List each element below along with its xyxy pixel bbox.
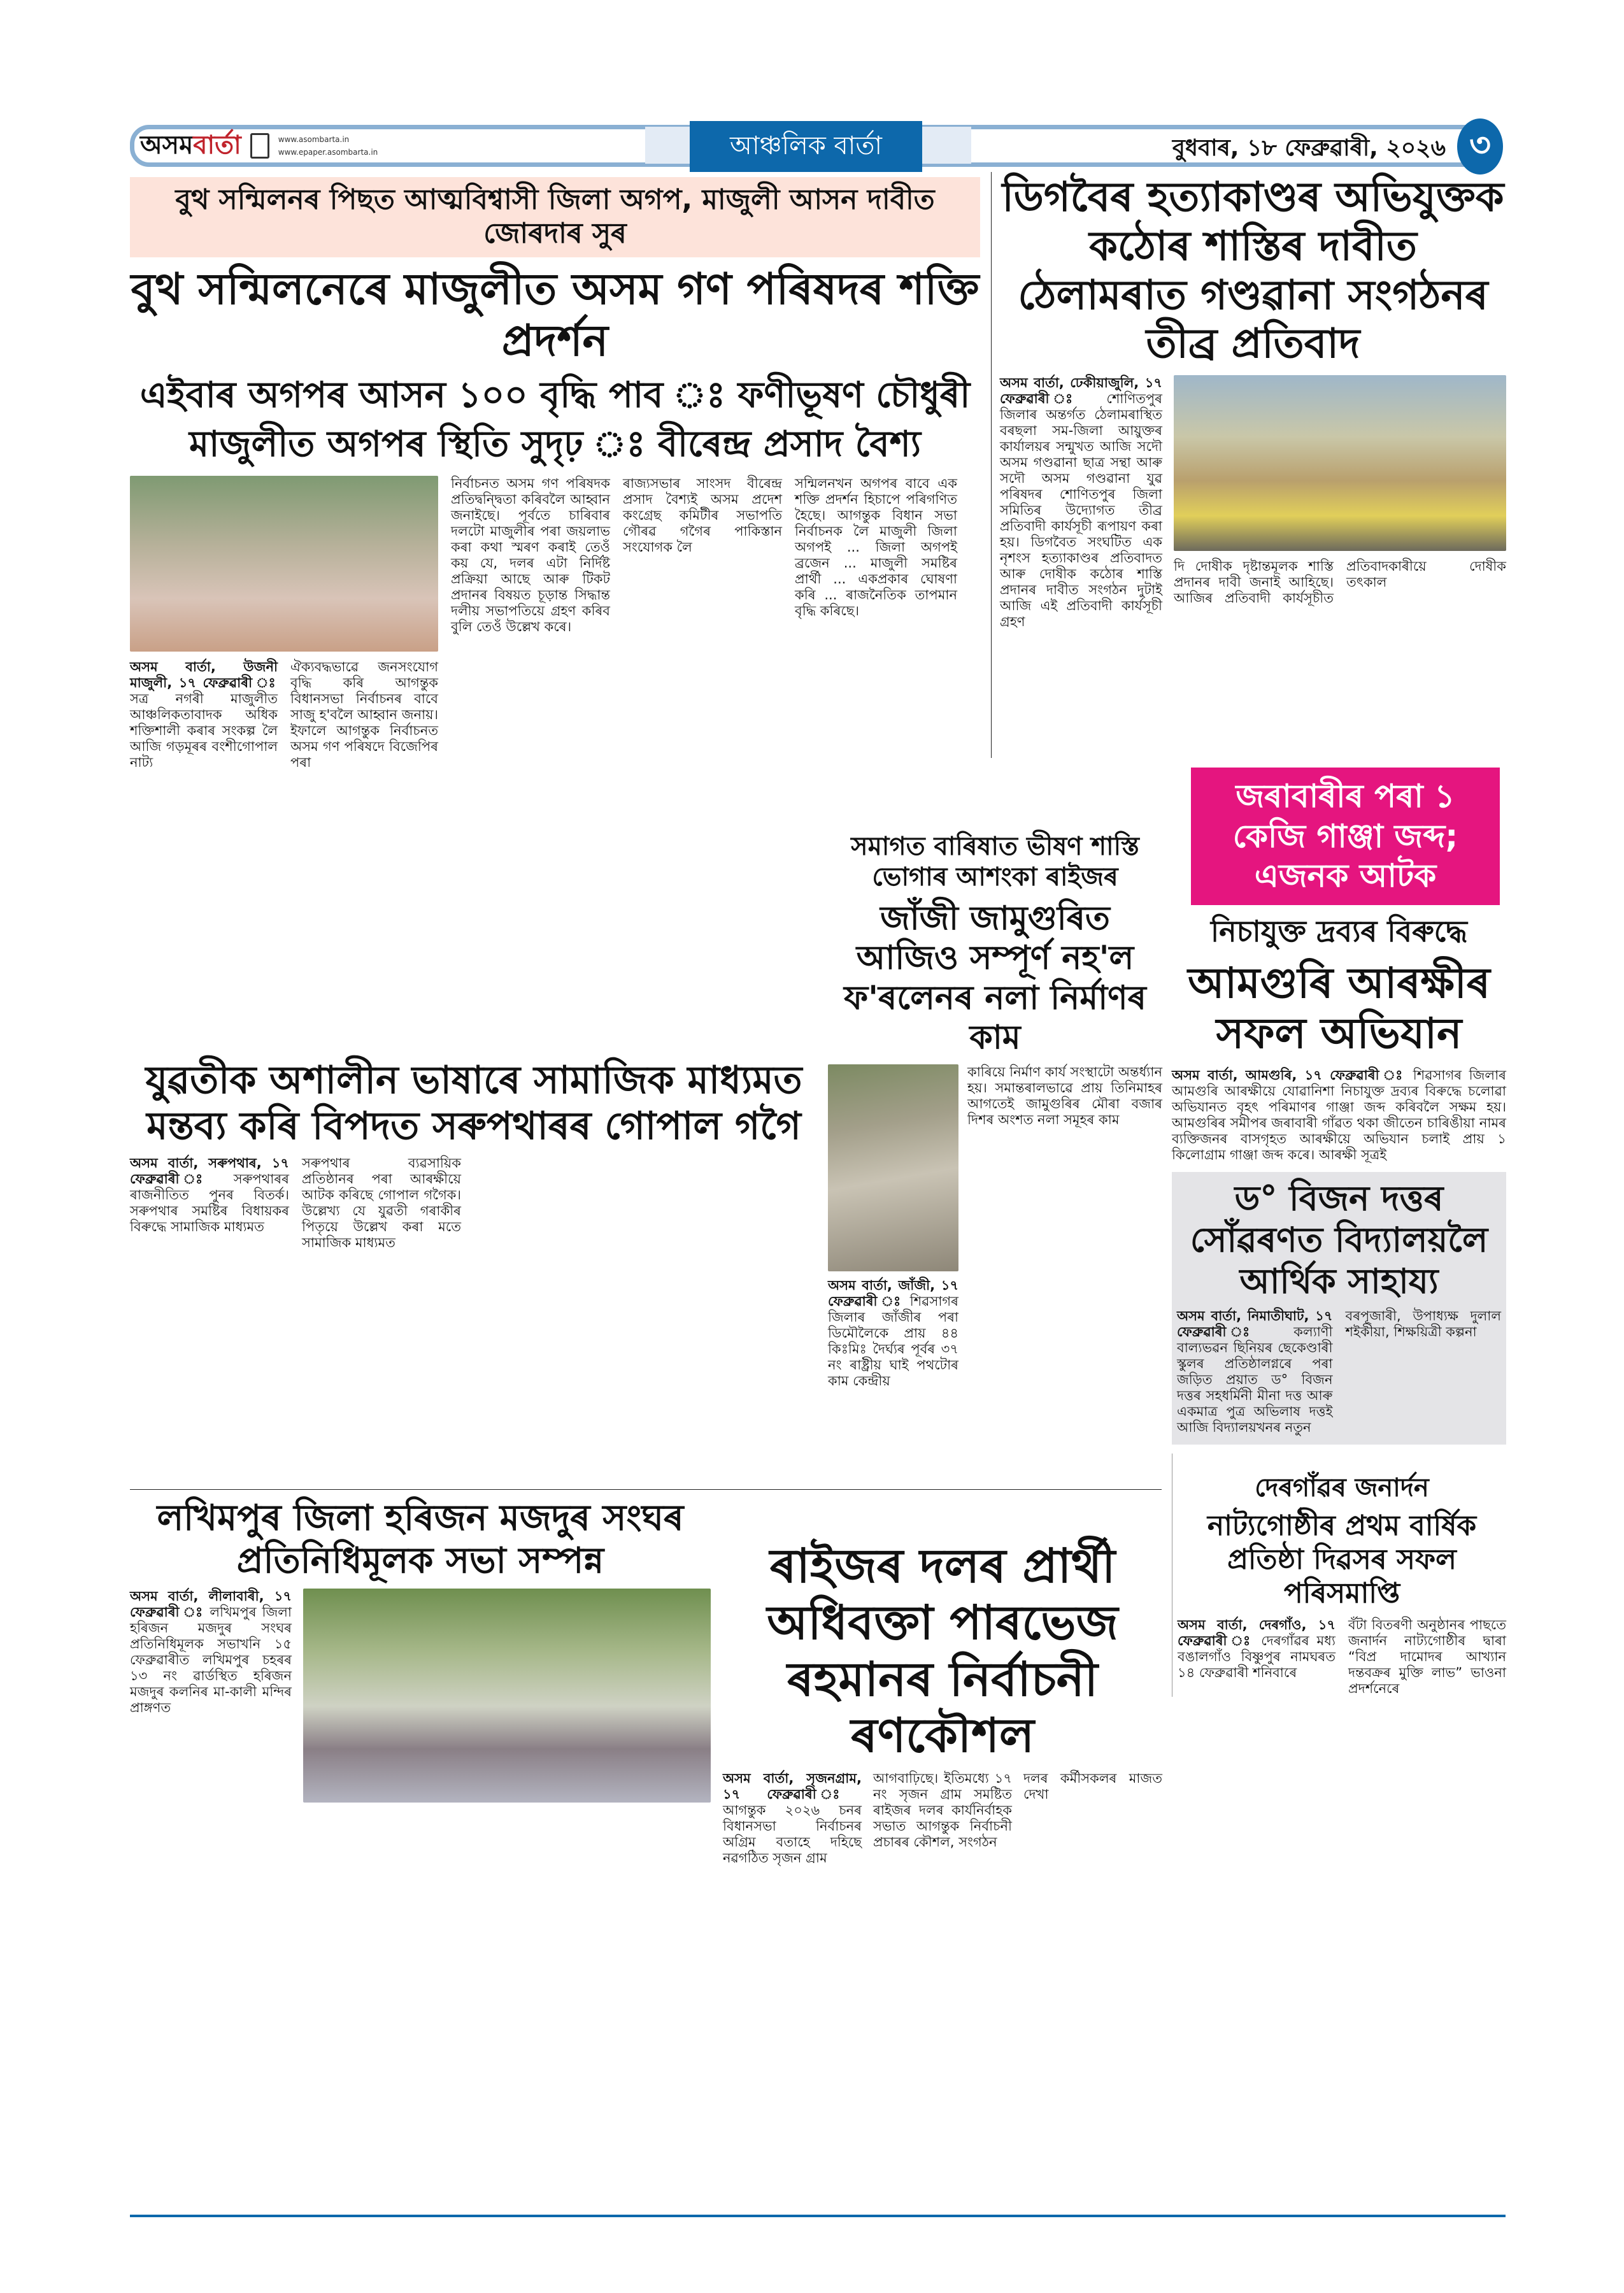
body-text: আগন্তুক ২০২৬ চনৰ বিধানসভা নিৰ্বাচনৰ অগ্ৰিম বতাহে দহিছে নৱগঠিত সৃজন গ্ৰাম xyxy=(723,1803,862,1866)
body-text: শোণিতপুৰ জিলাৰ অন্তৰ্গত ঠেলামৰাস্থিত বৰছলা সম-জিলা আয়ুক্তৰ কাৰ্যালয়ৰ সন্মুখত আজি সদৌ অসম গণ্ডৱানা ছাত্ৰ সন্থা আৰু সদৌ অসম গণ্ডৱানা যুৱ পৰিষদৰ শোণিতপুৰ জিলা সমিতিৰ উদ্যোগত তীব্ৰ প্ৰতিবাদী কাৰ্যসূচী ৰূপায়ণ কৰা হয়। ডিগবৈত সংঘটিত এক নৃশংস হত্যাকাণ্ডৰ প্ৰতিবাদত আৰু দোষীক কঠোৰ শাস্তি প্ৰদানৰ দাবীত সংগঠন দুটাই আজি এই প্ৰতিবাদী কাৰ্যসূচী গ্ৰহণ xyxy=(1000,391,1162,630)
digboi-story-cont: দি দোষীক দৃষ্টান্তমূলক শাস্তি প্ৰদানৰ দাবী জনাই আহিছে। আজিৰ প্ৰতিবাদী কাৰ্যসূচীত প্ৰতিবাদকাৰীয়ে দোষীক তৎকাল xyxy=(1174,559,1506,606)
body-text: কল্যাণী বাল্যভৱন ছিনিয়ৰ ছেকেণ্ডাৰী স্কুলৰ প্ৰতিষ্ঠালগ্নৰে পৰা জড়িত প্ৰয়াত ড° বিজন দত্তৰ সহধৰ্মিনী মীনা দত্ত আৰু একমাত্ৰ পুত্ৰ অভিলাষ দত্তই আজি বিদ্যালয়খনৰ নতুন xyxy=(1177,1324,1333,1436)
masthead xyxy=(140,127,378,164)
debergaon-kicker: দেৰগাঁৱৰ জনাৰ্দন xyxy=(1255,1473,1429,1503)
website-url[interactable]: www.asombarta.in xyxy=(278,135,350,144)
main-story-headline: বুথ সন্মিলনেৰে মাজুলীত অসম গণ পৰিষদৰ শক্তি প্ৰদৰ্শন xyxy=(131,264,979,367)
main-story-lead xyxy=(130,659,278,771)
masthead-logo xyxy=(140,125,241,168)
page-number: ৩ xyxy=(1457,118,1503,175)
bijon-headline: ড° বিজন দত্তৰ সোঁৱৰণত বিদ্যালয়লৈ আৰ্থিক সাহায্য xyxy=(1190,1178,1488,1301)
dateline: অসম বাৰ্তা, ঢেকীয়াজুলি, ১৭ ফেব্ৰুৱাৰী ঃ xyxy=(1000,375,1162,407)
digboi-story-body xyxy=(1000,375,1162,630)
gopal-body xyxy=(130,1155,289,1251)
amguri-body xyxy=(1172,1068,1506,1163)
main-story-kicker: বুথ সন্মিলনৰ পিছত আত্মবিশ্বাসী জিলা অগপ, মাজুলী আসন দাবীত জোৰদাৰ সুৰ xyxy=(130,177,980,257)
raijor-headline: ৰাইজৰ দলৰ প্ৰাৰ্থী অধিবক্তা পাৰভেজ ৰহমানৰ নিৰ্বাচনী ৰণকৌশল xyxy=(767,1539,1118,1764)
gopal-body-col2: সৰুপথাৰ ব্যৱসায়িক প্ৰতিষ্ঠানৰ পৰা আৰক্ষীয়ে আটক কৰিছে গোপাল গগৈক। উল্লেখ্য যে যুৱতী গৰাকীৰ পিতৃয়ে উল্লেখ কৰা মতে সামাজিক মাধ্যমত xyxy=(302,1155,461,1250)
jamuguri-headline: জাঁজী জামুগুৰিত আজিও সম্পূৰ্ণ নহ'ল ফ'ৰলেনৰ নলা নিৰ্মাণৰ কাম xyxy=(844,899,1146,1057)
dateline: অসম বাৰ্তা, জাঁজী, ১৭ ফেব্ৰুৱাৰী ঃ xyxy=(828,1277,958,1309)
jamuguri-body-col2: কাৰিয়ে নিৰ্মাণ কাৰ্য সংস্থাটো অন্তৰ্ধ্যান হয়। সমান্তৰালভাৱে প্ৰায় তিনিমাহৰ আগতেই জামুগুৰিৰ মৌৰা বজাৰ দিশৰ অংশত নলা সমূহৰ কাম xyxy=(967,1064,1163,1127)
debergaon-body-col2: বঁটা বিতৰণী অনুষ্ঠানৰ পাছতে জনাৰ্দন নাট্যগোষ্ঠীৰ দ্বাৰা “বিপ্ৰ দামোদৰ আখ্যান দন্তবক্ৰৰ মুক্তি লাভ” ভাওনা প্ৰদৰ্শনেৰে xyxy=(1348,1617,1506,1696)
main-story xyxy=(130,177,980,771)
digboi-story-headline: ডিগবৈৰ হত্যাকাণ্ডৰ অভিযুক্তক কঠোৰ শাস্তিৰ দাবীত ঠেলামৰাত গণ্ডৱানা সংগঠনৰ তীব্ৰ প্ৰতিবাদ xyxy=(1002,174,1504,368)
issue-date: বুধবাৰ, ১৮ ফেব্ৰুৱাৰী, ২০২৬ xyxy=(1172,135,1446,161)
dateline: অসম বাৰ্তা, লীলাবাৰী, ১৭ ফেব্ৰুৱাৰী ঃ xyxy=(130,1589,292,1620)
bijon-body xyxy=(1177,1308,1333,1436)
protest-photo xyxy=(1174,375,1506,551)
row-divider xyxy=(130,1489,1162,1490)
main-story-col2: ঐক্যবদ্ধভাৱে জনসংযোগ বৃদ্ধি কৰি আগন্তুক বিধানসভা নিৰ্বাচনৰ বাবে সাজু হ'বলৈ আহ্বান জনায়। ইফালে আগন্তুক নিৰ্বাচনত অসম গণ পৰিষদে বিজেপিৰ পৰা xyxy=(290,659,438,771)
body-text: শিৱসাগৰ জিলাৰ আমগুৰি আৰক্ষীয়ে যোৱানিশা নিচাযুক্ত দ্ৰব্যৰ বিৰুদ্ধে চলোৱা অভিযানত বৃহৎ পৰিমাণৰ গাঞ্জা জব্দ কৰিবলৈ সক্ষম হয়। আমগুৰিৰ সমীপৰ জৰাবাৰী গাঁৱত থকা জীতেন চাৰিঙীয়া নামৰ ব্যক্তিজনৰ বাসগৃহত আৰক্ষীয়ে অভিযান চলাই প্ৰায় ১ কিলোগ্ৰাম গাঞ্জা জব্দ কৰে। আৰক্ষী সূত্ৰই xyxy=(1172,1068,1506,1163)
main-story-subhead-2: মাজুলীত অগপৰ স্থিতি সুদৃঢ় ঃ বীৰেন্দ্ৰ প্ৰসাদ বৈশ্য xyxy=(189,423,921,465)
device-icon xyxy=(250,133,269,159)
dateline: অসম বাৰ্তা, আমগুৰি, ১৭ ফেব্ৰুৱাৰী ঃ xyxy=(1172,1068,1406,1083)
lakhimpur-story xyxy=(130,1497,711,1803)
website-links xyxy=(278,133,378,159)
lakhimpur-body xyxy=(130,1589,292,1716)
main-story-col5: সন্মিলনখন অগপৰ বাবে এক শক্তি প্ৰদৰ্শন হিচাপে পৰিগণিত হৈছে। আগন্তুক বিধান সভা নিৰ্বাচনক লৈ মাজুলী জিলা অগপই ... জিলা অগপই ব্ৰজেন ... মাজুলী সমষ্টিৰ প্ৰাৰ্থী ... একপ্ৰকাৰ ঘোষণা কৰি ... ৰাজনৈতিক তাপমান বৃদ্ধি কৰিছে। xyxy=(795,476,957,619)
debergaon-headline: নাট্যগোষ্ঠীৰ প্ৰথম বাৰ্ষিক প্ৰতিষ্ঠা দিৱসৰ সফল পৰিসমাপ্তি xyxy=(1207,1510,1477,1610)
body-text: সৰুপথাৰৰ ৰাজনীতিত পুনৰ বিতৰ্ক। সৰুপথাৰ সমষ্টিৰ বিধায়কৰ বিৰুদ্ধে সামাজিক মাধ্যমত xyxy=(130,1171,289,1234)
drain-construction-photo xyxy=(828,1064,958,1271)
raijor-body-col2: আগবাঢ়িছে। ইতিমধ্যে ১৭ নং সৃজন গ্ৰাম সমষ্টিত ৰাইজৰ দলৰ কাৰ্যনিৰ্বাহক সভাত আগন্তুক নিৰ্বাচনী প্ৰচাৰৰ কৌশল, সংগঠন xyxy=(873,1771,1012,1850)
dateline: অসম বাৰ্তা, সৰুপথাৰ, ১৭ ফেব্ৰুৱাৰী ঃ xyxy=(130,1155,289,1187)
ganja-seizure-banner: জৰাবাৰীৰ পৰা ১ কেজি গাঞ্জা জব্দ; এজনক আটক xyxy=(1191,768,1500,905)
main-story-col3: নিৰ্বাচনত অসম গণ পৰিষদক প্ৰতিদ্বন্দ্বিতা কৰিবলৈ আহ্বান জনাইছে। পূৰ্বতে চাৰিবাৰ দলটো মাজুলীৰ পৰা জয়লাভ কৰা কথা স্মৰণ কৰাই তেওঁ কয় যে, দলৰ এটা নিৰ্দিষ্ট প্ৰক্ৰিয়া আছে আৰু টিকট প্ৰদানৰ বিষয়ত চূড়ান্ত সিদ্ধান্ত দলীয় সভাপতিয়ে গ্ৰহণ কৰিব বুলি তেওঁ উল্লেখ কৰে। xyxy=(451,476,610,635)
main-story-col4: ৰাজ্যসভাৰ সাংসদ বীৰেন্দ্ৰ প্ৰসাদ বৈশ্যই অসম প্ৰদেশ কংগ্ৰেছ কমিটীৰ সভাপতি গৌৰৱ গগৈৰ পাকিস্তান সংযোগক লৈ xyxy=(623,476,782,555)
column-divider xyxy=(991,172,992,758)
meeting-group-photo xyxy=(303,1589,711,1803)
jamuguri-story xyxy=(828,831,1162,1389)
body-text: শিৱসাগৰ জিলাৰ জাঁজীৰ পৰা ডিমৌলৈকে প্ৰায় ৪৪ কিঃমিঃ দৈৰ্ঘ্যৰ পূৰ্বৰ ৩৭ নং ৰাষ্ট্ৰীয় ঘাই পথটোৰ কাম কেন্দ্ৰীয় xyxy=(828,1293,958,1389)
bijon-story-box xyxy=(1172,1172,1506,1445)
raijor-story xyxy=(723,1538,1162,1866)
main-story-columns xyxy=(130,476,980,771)
jamuguri-body xyxy=(828,1278,958,1389)
dateline: অসম বাৰ্তা, উজনী মাজুলী, ১৭ ফেব্ৰুৱাৰী ঃ xyxy=(130,659,278,691)
debergaon-body xyxy=(1178,1617,1336,1697)
body-text: দেৰগাঁৱৰ মধ্য বঙালগাঁও বিষ্ণুপুৰ নামঘৰত ১৪ ফেব্ৰুৱাৰী শনিবাৰে xyxy=(1178,1632,1336,1680)
logo-text-asom: অসম xyxy=(140,129,194,160)
gopal-story xyxy=(130,1057,818,1251)
debergaon-story-box xyxy=(1172,1454,1506,1696)
dateline: অসম বাৰ্তা, নিমাতীঘাট, ১৭ ফেব্ৰুৱাৰী ঃ xyxy=(1177,1308,1333,1340)
logo-text-barta: বাৰ্তা xyxy=(193,129,241,160)
jamuguri-kicker: সমাগত বাৰিষাত ভীষণ শাস্তি ভোগাৰ আশংকা ৰাইজৰ xyxy=(851,832,1139,892)
gopal-story-headline: যুৱতীক অশালীন ভাষাৰে সামাজিক মাধ্যমত মন্তব্য কৰি বিপদত সৰুপথাৰৰ গোপাল গগৈ xyxy=(145,1058,802,1148)
digboi-story xyxy=(1000,173,1506,630)
main-story-photo xyxy=(130,476,438,652)
amguri-headline: আমগুৰি আৰক্ষীৰ সফল অভিযান xyxy=(1188,958,1490,1058)
dateline: অসম বাৰ্তা, দেৰগাঁও, ১৭ ফেব্ৰুৱাৰী ঃ xyxy=(1178,1617,1336,1648)
right-column xyxy=(1172,768,1506,1697)
lakhimpur-headline: লখিমপুৰ জিলা হৰিজন মজদুৰ সংঘৰ প্ৰতিনিধিমূলক সভা সম্পন্ন xyxy=(157,1497,684,1582)
epaper-url[interactable]: www.epaper.asombarta.in xyxy=(278,148,378,157)
amguri-kicker: নিচাযুক্ত দ্ৰব্যৰ বিৰুদ্ধে xyxy=(1210,913,1468,948)
page-bottom-rule xyxy=(130,2215,1506,2217)
main-story-subhead-1: এইবাৰ অগপৰ আসন ১০০ বৃদ্ধি পাব ঃ ফণীভূষণ চৌধুৰী xyxy=(139,374,971,416)
body-text: লখিমপুৰ জিলা হৰিজন মজদুৰ সংঘৰ প্ৰতিনিধিমূলক সভাখনি ১৫ ফেব্ৰুৱাৰীত লখিমপুৰ চহৰৰ ১৩ নং ৱাৰ্ডস্থিত হৰিজন মজদুৰ কলনিৰ মা-কালী মন্দিৰ প্ৰাঙ্গণত xyxy=(130,1604,292,1716)
bijon-body-col2: বৰপূজাৰী, উপাধ্যক্ষ দুলাল শইকীয়া, শিক্ষয়িত্ৰী কল্পনা xyxy=(1345,1308,1501,1340)
dateline: অসম বাৰ্তা, সৃজনগ্ৰাম, ১৭ ফেব্ৰুৱাৰী ঃ xyxy=(723,1771,862,1803)
raijor-body-col3: দলৰ কৰ্মীসকলৰ মাজত দেখা xyxy=(1023,1771,1162,1803)
body-text: সত্ৰ নগৰী মাজুলীত আঞ্চলিকতাবাদক অধিক শক্তিশালী কৰাৰ সংকল্প লৈ আজি গড়মূৰৰ বংশীগোপাল নাট্য xyxy=(130,691,278,771)
main-story-photo-block xyxy=(130,476,438,771)
raijor-body xyxy=(723,1771,862,1866)
section-title: আঞ্চলিক বাৰ্তা xyxy=(690,121,922,172)
